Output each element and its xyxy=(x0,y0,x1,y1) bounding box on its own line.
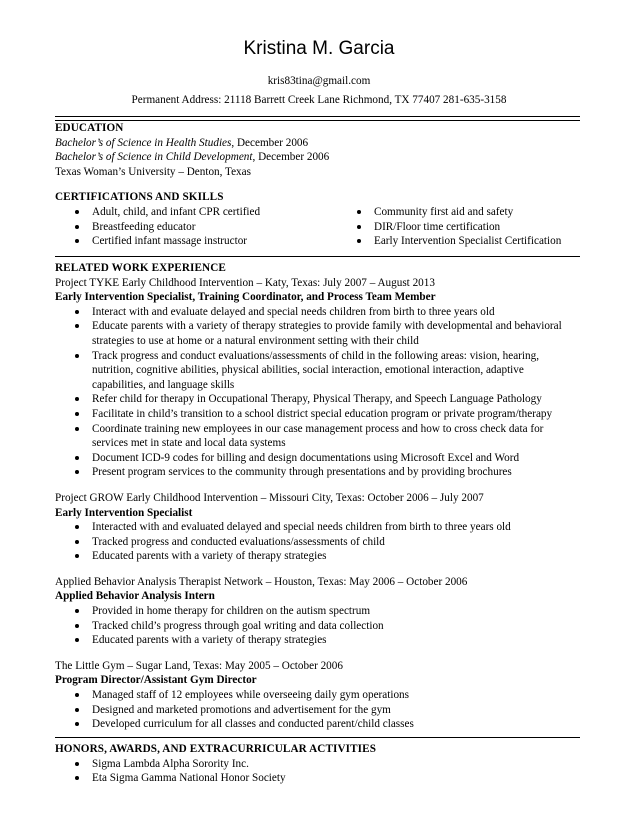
experience-heading: RELATED WORK EXPERIENCE xyxy=(55,262,226,274)
list-item: Educated parents with a variety of therapy strategies xyxy=(55,633,580,648)
honors-list xyxy=(55,757,580,786)
degree-line xyxy=(55,150,580,165)
degree-date: , December 2006 xyxy=(231,136,309,149)
list-item: Managed staff of 12 employees while overseeing daily gym operations xyxy=(55,688,580,703)
list-item: Educated parents with a variety of therapy strategies xyxy=(55,549,580,564)
certifications-columns xyxy=(55,205,580,249)
job-title: Program Director/Assistant Gym Director xyxy=(55,674,257,687)
list-item: Refer child for therapy in Occupational Therapy, Physical Therapy, and Speech Language Pathology xyxy=(55,392,580,407)
certifications-heading: CERTIFICATIONS AND SKILLS xyxy=(55,191,224,204)
job-duties xyxy=(55,305,580,480)
job-organization: Applied Behavior Analysis Therapist Network – Houston, Texas: May 2006 – October 2006 xyxy=(55,575,468,588)
job-duties xyxy=(55,520,580,564)
list-item: Sigma Lambda Alpha Sorority Inc. xyxy=(55,757,580,772)
job-title: Early Intervention Specialist xyxy=(55,506,193,519)
job-entry xyxy=(55,276,580,480)
job-duties xyxy=(55,688,580,732)
list-item: Breastfeeding educator xyxy=(55,220,337,235)
section-divider xyxy=(55,256,580,257)
list-item: Coordinate training new employees in our case management process and how to cross check data for services met in state and local data systems xyxy=(55,422,580,451)
list-item: Document ICD-9 codes for billing and design documentations using Microsoft Excel and Word xyxy=(55,451,580,466)
job-entry xyxy=(55,575,580,648)
list-item: Interacted with and evaluated delayed and special needs children from birth to three years old xyxy=(55,520,580,535)
list-item: Track progress and conduct evaluations/assessments of child in the following areas: vision, hearing, nutrition, cognitive abilities, physical abilities, social interaction, emotional interaction, adaptive capabilities, and language skills xyxy=(55,349,580,393)
job-organization: Project TYKE Early Childhood Intervention – Katy, Texas: July 2007 – August 2013 xyxy=(55,276,435,289)
degree-line xyxy=(55,136,580,151)
job-title: Applied Behavior Analysis Intern xyxy=(55,590,215,603)
education-section xyxy=(55,121,580,249)
list-item: Adult, child, and infant CPR certified xyxy=(55,205,337,220)
list-item: Facilitate in child’s transition to a school district special education program or private program/therapy xyxy=(55,407,580,422)
education-heading: EDUCATION xyxy=(55,122,124,134)
list-item: Early Intervention Specialist Certification xyxy=(337,234,580,249)
list-item: Tracked progress and conducted evaluations/assessments of child xyxy=(55,535,580,550)
list-item: Certified infant massage instructor xyxy=(55,234,337,249)
job-organization: Project GROW Early Childhood Intervention – Missouri City, Texas: October 2006 – July 2007 xyxy=(55,491,484,504)
job-duties xyxy=(55,604,580,648)
job-title: Early Intervention Specialist, Training Coordinator, and Process Team Member xyxy=(55,291,436,304)
list-item: Designed and marketed promotions and advertisement for the gym xyxy=(55,703,580,718)
degree-date: , December 2006 xyxy=(252,151,330,164)
list-item: Community first aid and safety xyxy=(337,205,580,220)
list-item: Provided in home therapy for children on the autism spectrum xyxy=(55,604,580,619)
experience-section xyxy=(55,261,580,732)
mailing-address: Permanent Address: 21118 Barrett Creek Lane Richmond, TX 77407 281-635-3158 xyxy=(131,94,507,106)
list-item: Eta Sigma Gamma National Honor Society xyxy=(55,771,580,786)
list-item: Educate parents with a variety of therapy strategies to provide family with developmental and behavioral strategies to use at home or a natural environment setting with their child xyxy=(55,319,580,348)
certifications-right-list xyxy=(337,205,580,249)
email-address: kris83tina@gmail.com xyxy=(267,75,371,87)
list-item: DIR/Floor time certification xyxy=(337,220,580,235)
list-item: Tracked child’s progress through goal writing and data collection xyxy=(55,619,580,634)
job-entry xyxy=(55,659,580,732)
degree-name: Bachelor’s of Science in Health Studies xyxy=(55,136,232,149)
candidate-name: Kristina M. Garcia xyxy=(243,38,395,59)
certifications-left-list xyxy=(55,205,337,249)
list-item: Interact with and evaluate delayed and special needs children from birth to three years old xyxy=(55,305,580,320)
degree-name: Bachelor’s of Science in Child Development xyxy=(55,151,253,164)
honors-section xyxy=(55,742,580,786)
school-name: Texas Woman’s University – Denton, Texas xyxy=(55,165,251,178)
list-item: Developed curriculum for all classes and conducted parent/child classes xyxy=(55,717,580,732)
job-organization: The Little Gym – Sugar Land, Texas: May 2005 – October 2006 xyxy=(55,659,343,672)
list-item: Present program services to the community through presentations and by providing brochures xyxy=(55,465,580,480)
honors-heading: HONORS, AWARDS, AND EXTRACURRICULAR ACTIVITIES xyxy=(55,743,377,755)
job-entry xyxy=(55,491,580,564)
section-divider xyxy=(55,737,580,738)
